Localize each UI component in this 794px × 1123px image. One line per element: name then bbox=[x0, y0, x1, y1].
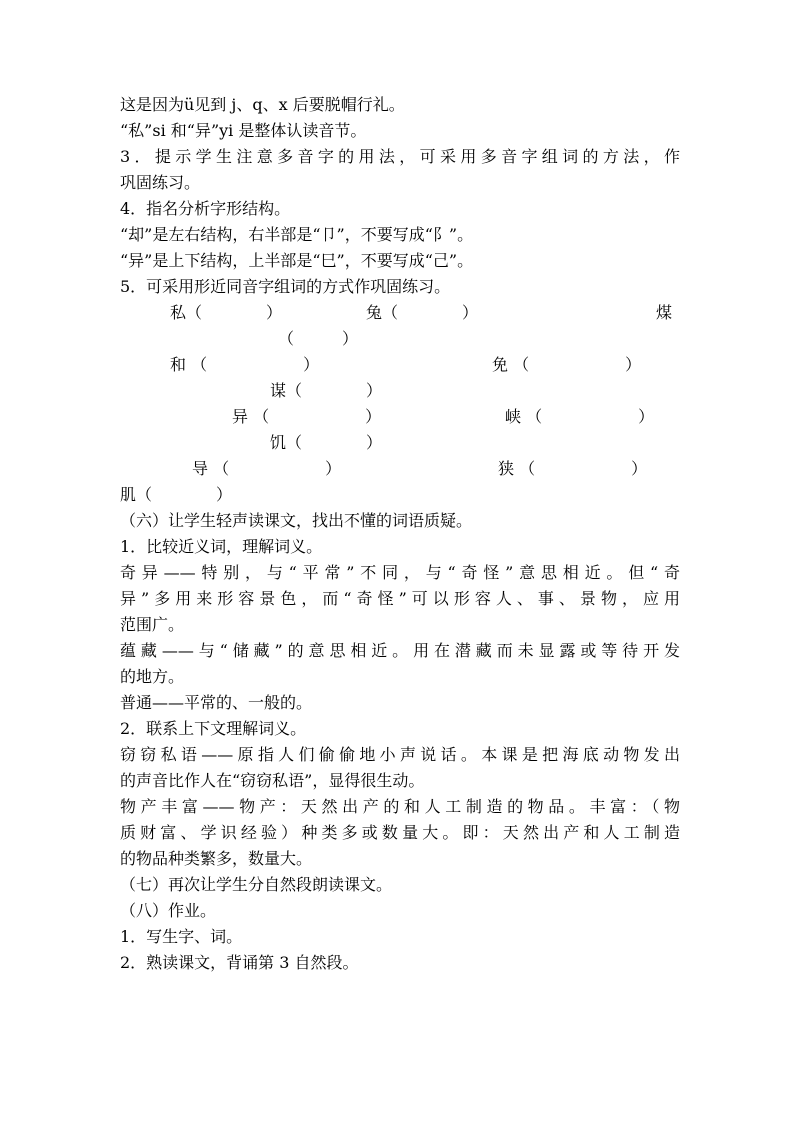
exercise-row bbox=[120, 352, 680, 378]
exercise-item: 峡 （ ） bbox=[505, 407, 655, 426]
document-page bbox=[120, 92, 680, 976]
exercise-item: 谋（ ） bbox=[270, 381, 383, 400]
exercise-item: （ ） bbox=[278, 329, 359, 348]
text-line: 这是因为ü见到 j、q、x 后要脱帽行礼。 bbox=[120, 95, 405, 114]
exercise-item: 和 （ ） bbox=[170, 355, 320, 374]
text-line: 3．提示学生注意多音字的用法，可采用多音字组词的方法，作 bbox=[120, 147, 680, 166]
exercise-item: 饥（ ） bbox=[270, 433, 383, 452]
text-line: 的地方。 bbox=[120, 667, 185, 686]
text-line: 的声音比作人在“窃窃私语”，显得很生动。 bbox=[120, 771, 425, 790]
text-line: 物产丰富——物产：天然出产的和人工制造的物品。丰富：（物 bbox=[120, 797, 680, 816]
text-line: 蕴藏——与“储藏”的意思相近。用在潜藏而未显露或等待开发 bbox=[120, 641, 680, 660]
exercise-item: 狭 （ ） bbox=[498, 459, 648, 478]
exercise-item: 兔（ ） bbox=[366, 303, 479, 322]
text-line: 窃窃私语——原指人们偷偷地小声说话。本课是把海底动物发出 bbox=[120, 745, 680, 764]
text-line: “异”是上下结构，上半部是“巳”，不要写成“己”。 bbox=[120, 251, 474, 270]
text-line: “私”si 和“异”yi 是整体认读音节。 bbox=[120, 121, 367, 140]
text-line: 的物品种类繁多，数量大。 bbox=[120, 849, 313, 868]
exercise-item: 私（ ） bbox=[170, 303, 283, 322]
exercise-row bbox=[120, 300, 680, 326]
exercise-item: 异 （ ） bbox=[232, 407, 382, 426]
text-line: 2．熟读课文，背诵第 3 自然段。 bbox=[120, 953, 359, 972]
text-line: （六）让学生轻声读课文，找出不懂的词语质疑。 bbox=[120, 511, 473, 530]
exercise-row bbox=[120, 404, 680, 430]
text-line: 奇异——特别，与“平常”不同，与“奇怪”意思相近。但“奇 bbox=[120, 563, 680, 582]
text-line: 范围广。 bbox=[120, 615, 185, 634]
exercise-item: 导 （ ） bbox=[192, 459, 342, 478]
exercise-row bbox=[120, 482, 680, 508]
text-line: （七）再次让学生分自然段朗读课文。 bbox=[120, 875, 393, 894]
text-line: 1．比较近义词，理解词义。 bbox=[120, 537, 323, 556]
exercise-item: 煤 bbox=[656, 303, 673, 322]
text-line: 4．指名分析字形结构。 bbox=[120, 199, 291, 218]
text-line: （八）作业。 bbox=[120, 901, 217, 920]
exercise-item: 肌（ ） bbox=[120, 485, 233, 504]
text-line: “却”是左右结构，右半部是“卩”，不要写成“阝”。 bbox=[120, 225, 474, 244]
text-line: 普通——平常的、一般的。 bbox=[120, 693, 313, 712]
exercise-row bbox=[120, 430, 680, 456]
text-line: 5．可采用形近同音字组词的方式作巩固练习。 bbox=[120, 277, 451, 296]
text-line: 异”多用来形容景色，而“奇怪”可以形容人、事、景物，应用 bbox=[120, 589, 680, 608]
text-line: 1．写生字、词。 bbox=[120, 927, 243, 946]
exercise-row bbox=[120, 378, 680, 404]
exercise-item: 免 （ ） bbox=[492, 355, 642, 374]
text-line: 质财富、学识经验）种类多或数量大。即：天然出产和人工制造 bbox=[120, 823, 680, 842]
exercise-row bbox=[120, 456, 680, 482]
text-line: 2．联系上下文理解词义。 bbox=[120, 719, 307, 738]
text-line: 巩固练习。 bbox=[120, 173, 201, 192]
exercise-row bbox=[120, 326, 680, 352]
